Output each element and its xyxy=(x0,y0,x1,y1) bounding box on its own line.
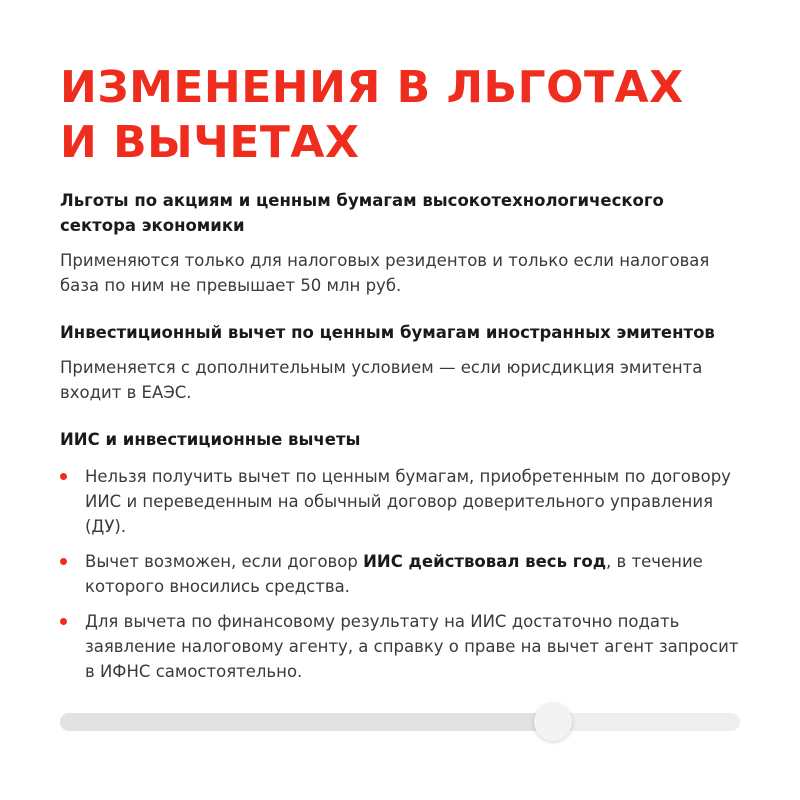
section-text-foreign-issuers: Применяется с дополнительным условием — если юрисдикция эмитента входит в ЕАЭС. xyxy=(60,358,703,402)
slider-track[interactable] xyxy=(60,713,740,731)
list-item xyxy=(60,549,740,599)
bullet-text-bold: ИИС действовал весь год xyxy=(363,552,607,571)
section-text-tech-sector: Применяются только для налоговых резидентов и только если налоговая база по ним не превышает 50 млн руб. xyxy=(60,251,710,295)
bullet-text-before: Вычет возможен, если договор xyxy=(85,552,364,571)
section-heading-tech-sector: Льготы по акциям и ценным бумагам высокотехнологического сектора экономики xyxy=(60,191,664,235)
slider-handle[interactable] xyxy=(534,703,572,741)
bullet-dot-icon xyxy=(60,473,67,480)
page-title xyxy=(60,60,740,170)
page-title-line-2: И ВЫЧЕТАХ xyxy=(60,117,360,168)
list-item xyxy=(60,609,740,684)
list-item xyxy=(60,464,740,539)
bullet-text: Нельзя получить вычет по ценным бумагам, приобретенным по договору ИИС и переведенным на обычный договор доверительного управления (ДУ). xyxy=(85,467,731,536)
iis-bullet-list xyxy=(60,464,740,684)
section-heading-foreign-issuers: Инвестиционный вычет по ценным бумагам иностранных эмитентов xyxy=(60,323,715,342)
carousel-progress-slider[interactable] xyxy=(60,711,740,733)
bullet-dot-icon xyxy=(60,618,67,625)
bullet-text: Для вычета по финансовому результату на ИИС достаточно подать заявление налоговому агенту, а справку о праве на вычет агент запросит в ИФНС самостоятельно. xyxy=(85,612,739,681)
slider-fill xyxy=(60,713,553,731)
bullet-dot-icon xyxy=(60,558,67,565)
bullet-text-after: , в течение которого вносились средства. xyxy=(85,552,703,596)
section-heading-iis: ИИС и инвестиционные вычеты xyxy=(60,430,361,449)
page-title-line-1: ИЗМЕНЕНИЯ В ЛЬГОТАХ xyxy=(60,62,684,113)
